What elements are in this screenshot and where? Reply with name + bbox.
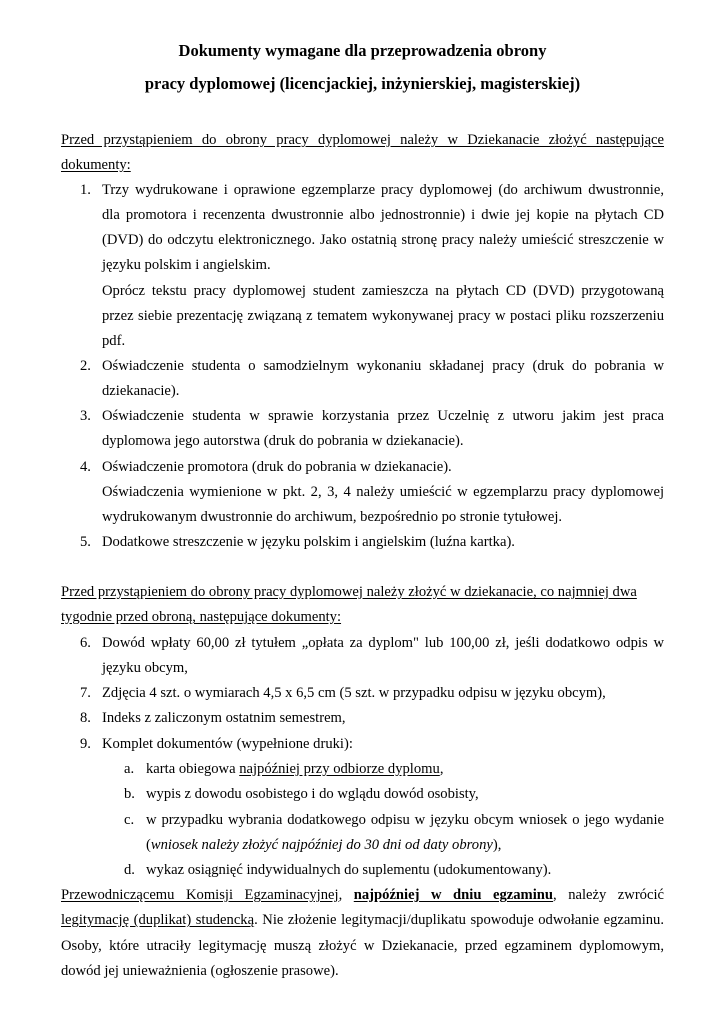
item-number: 8. — [80, 710, 91, 726]
final-note-line-3: Osoby, które utraciły legitymację muszą złożyć w Dziekanacie, przed egzaminem dyplomowym, — [61, 938, 664, 954]
final-note-deadline: najpóźniej w dniu egzaminu — [353, 887, 553, 903]
subitem-a-deadline: najpóźniej przy odbiorze dyplomu — [239, 761, 440, 777]
item-1-line: przez siebie prezentację związaną z tematem wykonywanej pracy w postaci pliku rozszerzeniu — [102, 308, 664, 324]
item-2-line: dziekanacie). — [102, 383, 180, 399]
final-note-recipient: Przewodniczącemu Komisji Egzaminacyjnej — [61, 887, 339, 903]
item-2-line: Oświadczenie studenta o samodzielnym wykonaniu składanej pracy (druk do pobrania w — [102, 358, 664, 374]
section2-intro-line-2: tygodnie przed obroną, następujące dokumenty: — [61, 609, 342, 625]
paren-close: ), — [492, 837, 502, 853]
item-1-line: (DVD) do odczytu elektronicznego. Jako ostatnią stronę pracy należy umieścić streszczenie w — [102, 232, 664, 248]
final-note-action: , należy zwrócić — [553, 887, 664, 903]
item-4-line: Oświadczenie promotora (druk do pobrania w dziekanacie). — [102, 459, 452, 475]
item-4-line: wydrukowanym dwustronnie do archiwum, bezpośrednio po stronie tytułowej. — [102, 509, 563, 525]
subitem-b: wypis z dowodu osobistego i do wglądu dowód osobisty, — [146, 786, 479, 802]
document-title-line-2: pracy dyplomowej (licencjackiej, inżynierskiej, magisterskiej) — [144, 74, 581, 93]
item-number: 3. — [80, 408, 91, 424]
subitem-c-deadline-note: wniosek należy złożyć najpóźniej do 30 dni od daty obrony — [150, 837, 493, 853]
subitem-a-punct: , — [439, 761, 444, 777]
item-1-line: dla promotora i recenzenta dwustronnie albo jednostronnie) i dwie jej kopie na płytach CD — [102, 207, 664, 223]
item-1-line: Oprócz tekstu pracy dyplomowej student zamieszcza na płytach CD (DVD) przygotowaną — [102, 283, 664, 299]
subitem-letter: d. — [124, 862, 135, 878]
paren-open: ( — [146, 837, 151, 853]
section2-intro-line-1: Przed przystąpieniem do obrony pracy dyplomowej należy złożyć w dziekanacie, co najmniej dwa — [61, 584, 637, 600]
item-number: 2. — [80, 358, 91, 374]
final-note-line-1 — [61, 886, 664, 904]
item-9-line: Komplet dokumentów (wypełnione druki): — [102, 736, 353, 752]
item-number: 4. — [80, 459, 91, 475]
item-6-line: języku obcym, — [102, 660, 188, 676]
item-3-line: Oświadczenie studenta w sprawie korzystania przez Uczelnię z utworu jakim jest praca — [102, 408, 664, 424]
item-number: 5. — [80, 534, 91, 550]
subitem-letter: b. — [124, 786, 135, 802]
document-title-line-1: Dokumenty wymagane dla przeprowadzenia obrony — [178, 41, 547, 60]
final-note-comma: , — [338, 887, 354, 903]
item-1-line: Trzy wydrukowane i oprawione egzemplarze pracy dyplomowej (do archiwum dwustronnie, — [102, 182, 664, 198]
subitem-letter: c. — [124, 812, 135, 828]
final-note-line-2 — [61, 911, 664, 929]
item-1-line: języku polskim i angielskim. — [102, 257, 271, 273]
subitem-d: wykaz osiągnięć indywidualnych do suplementu (udokumentowany). — [146, 862, 552, 878]
section1-intro-line-1: Przed przystąpieniem do obrony pracy dyplomowej należy w Dziekanacie złożyć następujące — [61, 132, 664, 148]
final-note-consequence: . Nie złożenie legitymacji/duplikatu spowoduje odwołanie egzaminu. — [254, 912, 664, 928]
item-number: 7. — [80, 685, 91, 701]
item-number: 9. — [80, 736, 91, 752]
item-6-line: Dowód wpłaty 60,00 zł tytułem „opłata za dyplom" lub 100,00 zł, jeśli dodatkowo odpis w — [102, 635, 664, 651]
item-3-line: dyplomowa jego autorstwa (druk do pobrania w dziekanacie). — [102, 433, 464, 449]
subitem-c-line-2 — [146, 836, 501, 854]
item-number: 6. — [80, 635, 91, 651]
subitem-c-line-1: w przypadku wybrania dodatkowego odpisu w języku obcym wniosek o jego wydanie — [146, 812, 664, 828]
item-number: 1. — [80, 182, 91, 198]
item-1-line: pdf. — [102, 333, 126, 349]
subitem-letter: a. — [124, 761, 135, 777]
item-7-line: Zdjęcia 4 szt. o wymiarach 4,5 x 6,5 cm (5 szt. w przypadku odpisu w języku obcym), — [102, 685, 606, 701]
section1-intro-line-2: dokumenty: — [61, 157, 131, 173]
item-4-line: Oświadczenia wymienione w pkt. 2, 3, 4 należy umieścić w egzemplarzu pracy dyplomowej — [102, 484, 664, 500]
final-note-id-card: legitymację (duplikat) studencką — [61, 912, 255, 928]
subitem-a — [146, 760, 443, 778]
item-8-line: Indeks z zaliczonym ostatnim semestrem, — [102, 710, 346, 726]
item-5-line: Dodatkowe streszczenie w języku polskim i angielskim (luźna kartka). — [102, 534, 515, 550]
final-note-line-4: dowód jej unieważnienia (ogłoszenie prasowe). — [61, 963, 339, 979]
subitem-a-text: karta obiegowa — [146, 761, 240, 777]
